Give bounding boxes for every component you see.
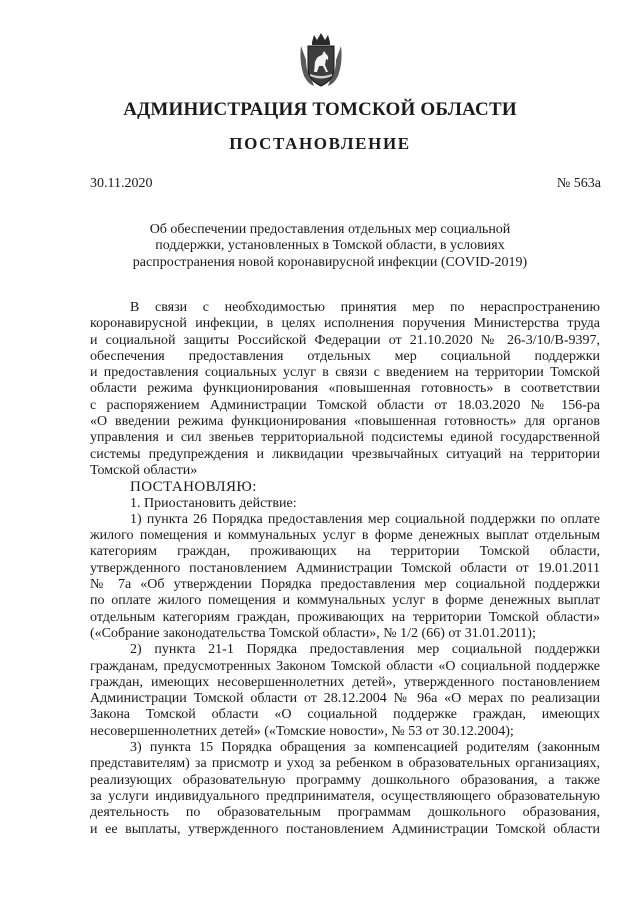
coat-of-arms-icon [298,32,344,90]
item-1-line: по оплате жилого помещения и коммунальных услуг в форме денежных выплат [90,593,600,609]
item-2-line: гражданам, предусмотренных Законом Томской области «О социальной поддержке [90,658,600,674]
title-line: распространения новой коронавирусной инфекции (COVID-2019) [132,254,528,270]
document-body [90,300,600,838]
document-date: 30.11.2020 [90,176,153,191]
preamble-line: Томской области» [90,462,198,478]
item-1-line: № 7а «Об утверждении Порядка предоставления мер социальной поддержки [90,577,600,593]
document-title [120,222,540,271]
item-1-line: отдельным категориям граждан, проживающих на территории Томской области» [90,609,600,625]
item-1-line: утвержденного постановлением Администрации Томской области от 19.01.2011 [90,560,600,576]
preamble-line: «О введении режима функционирования «повышенная готовность» для органов [90,414,600,430]
item-3-line: представителям) за присмотр и уход за ребенком в образовательных организациях, [90,756,600,772]
item-1-line: («Собрание законодательства Томской области», № 1/2 (66) от 31.01.2011); [90,625,536,641]
title-line: поддержки, установленных в Томской области, в условиях [155,238,505,254]
preamble-line: и социальной защиты Российской Федерации от 21.10.2020 № 26-3/10/В-9397, [90,332,600,348]
item-2-line: несовершеннолетних детей» («Томские новости», № 53 от 30.12.2004); [90,723,514,739]
title-line: Об обеспечении предоставления отдельных мер социальной [149,222,511,237]
resolve-heading: ПОСТАНОВЛЯЮ: [130,479,257,496]
item-1-line: жилого помещения и коммунальных услуг в форме денежных выплат отдельным [90,528,600,544]
item-1-line: категориям граждан, проживающих на территории Томской области, [90,544,600,560]
organization-heading: АДМИНИСТРАЦИЯ ТОМСКОЙ ОБЛАСТИ [123,99,517,120]
item-2-line: Администрации Томской области от 28.12.2004 № 96а «О мерах по реализации [90,691,600,707]
item-2-line: 2) пункта 21-1 Порядка предоставления мер социальной поддержки [130,642,600,658]
item-2-line: Закона Томской области «О социальной поддержке граждан, имеющих [90,707,600,723]
preamble-line: обеспечения предоставления отдельных мер социальной поддержки [90,348,600,364]
preamble-line: управления и сил звеньев территориальной подсистемы единой государственной [90,430,600,446]
item-2-line: граждан, имеющих несовершеннолетних детей», утвержденного постановлением [90,674,600,690]
document-type-heading: ПОСТАНОВЛЕНИЕ [229,134,411,153]
document-number: № 563а [556,176,601,191]
item-3-line: деятельность по образовательным программам дошкольного образования, [90,805,600,821]
preamble-line: с распоряжением Администрации Томской области от 18.03.2020 № 156-ра [90,397,600,413]
item-3-line: 3) пункта 15 Порядка обращения за компенсацией родителям (законным [130,740,600,756]
preamble-line: области режима функционирования «повышенная готовность» в соответствии [90,381,600,397]
item-3-line: реализующих образовательную программу дошкольного образования, а также [90,772,600,788]
preamble-line: В связи с необходимостью принятия мер по нераспространению [130,300,600,315]
clause-1: 1. Приостановить действие: [130,495,297,511]
preamble-line: и предоставления социальных услуг в связи с введением на территории Томской [90,365,600,381]
item-1-line: 1) пункта 26 Порядка предоставления мер социальной поддержки по оплате [130,511,600,527]
item-3-line: и ее выплаты, утвержденного постановлением Администрации Томской области [90,821,600,837]
item-3-line: за услуги индивидуального предпринимателя, осуществляющего образовательную [90,788,600,804]
preamble-line: коронавирусной инфекции, в целях исполнения поручения Министерства труда [90,316,600,332]
preamble-line: системы предупреждения и ликвидации чрезвычайных ситуаций на территории [90,446,600,462]
